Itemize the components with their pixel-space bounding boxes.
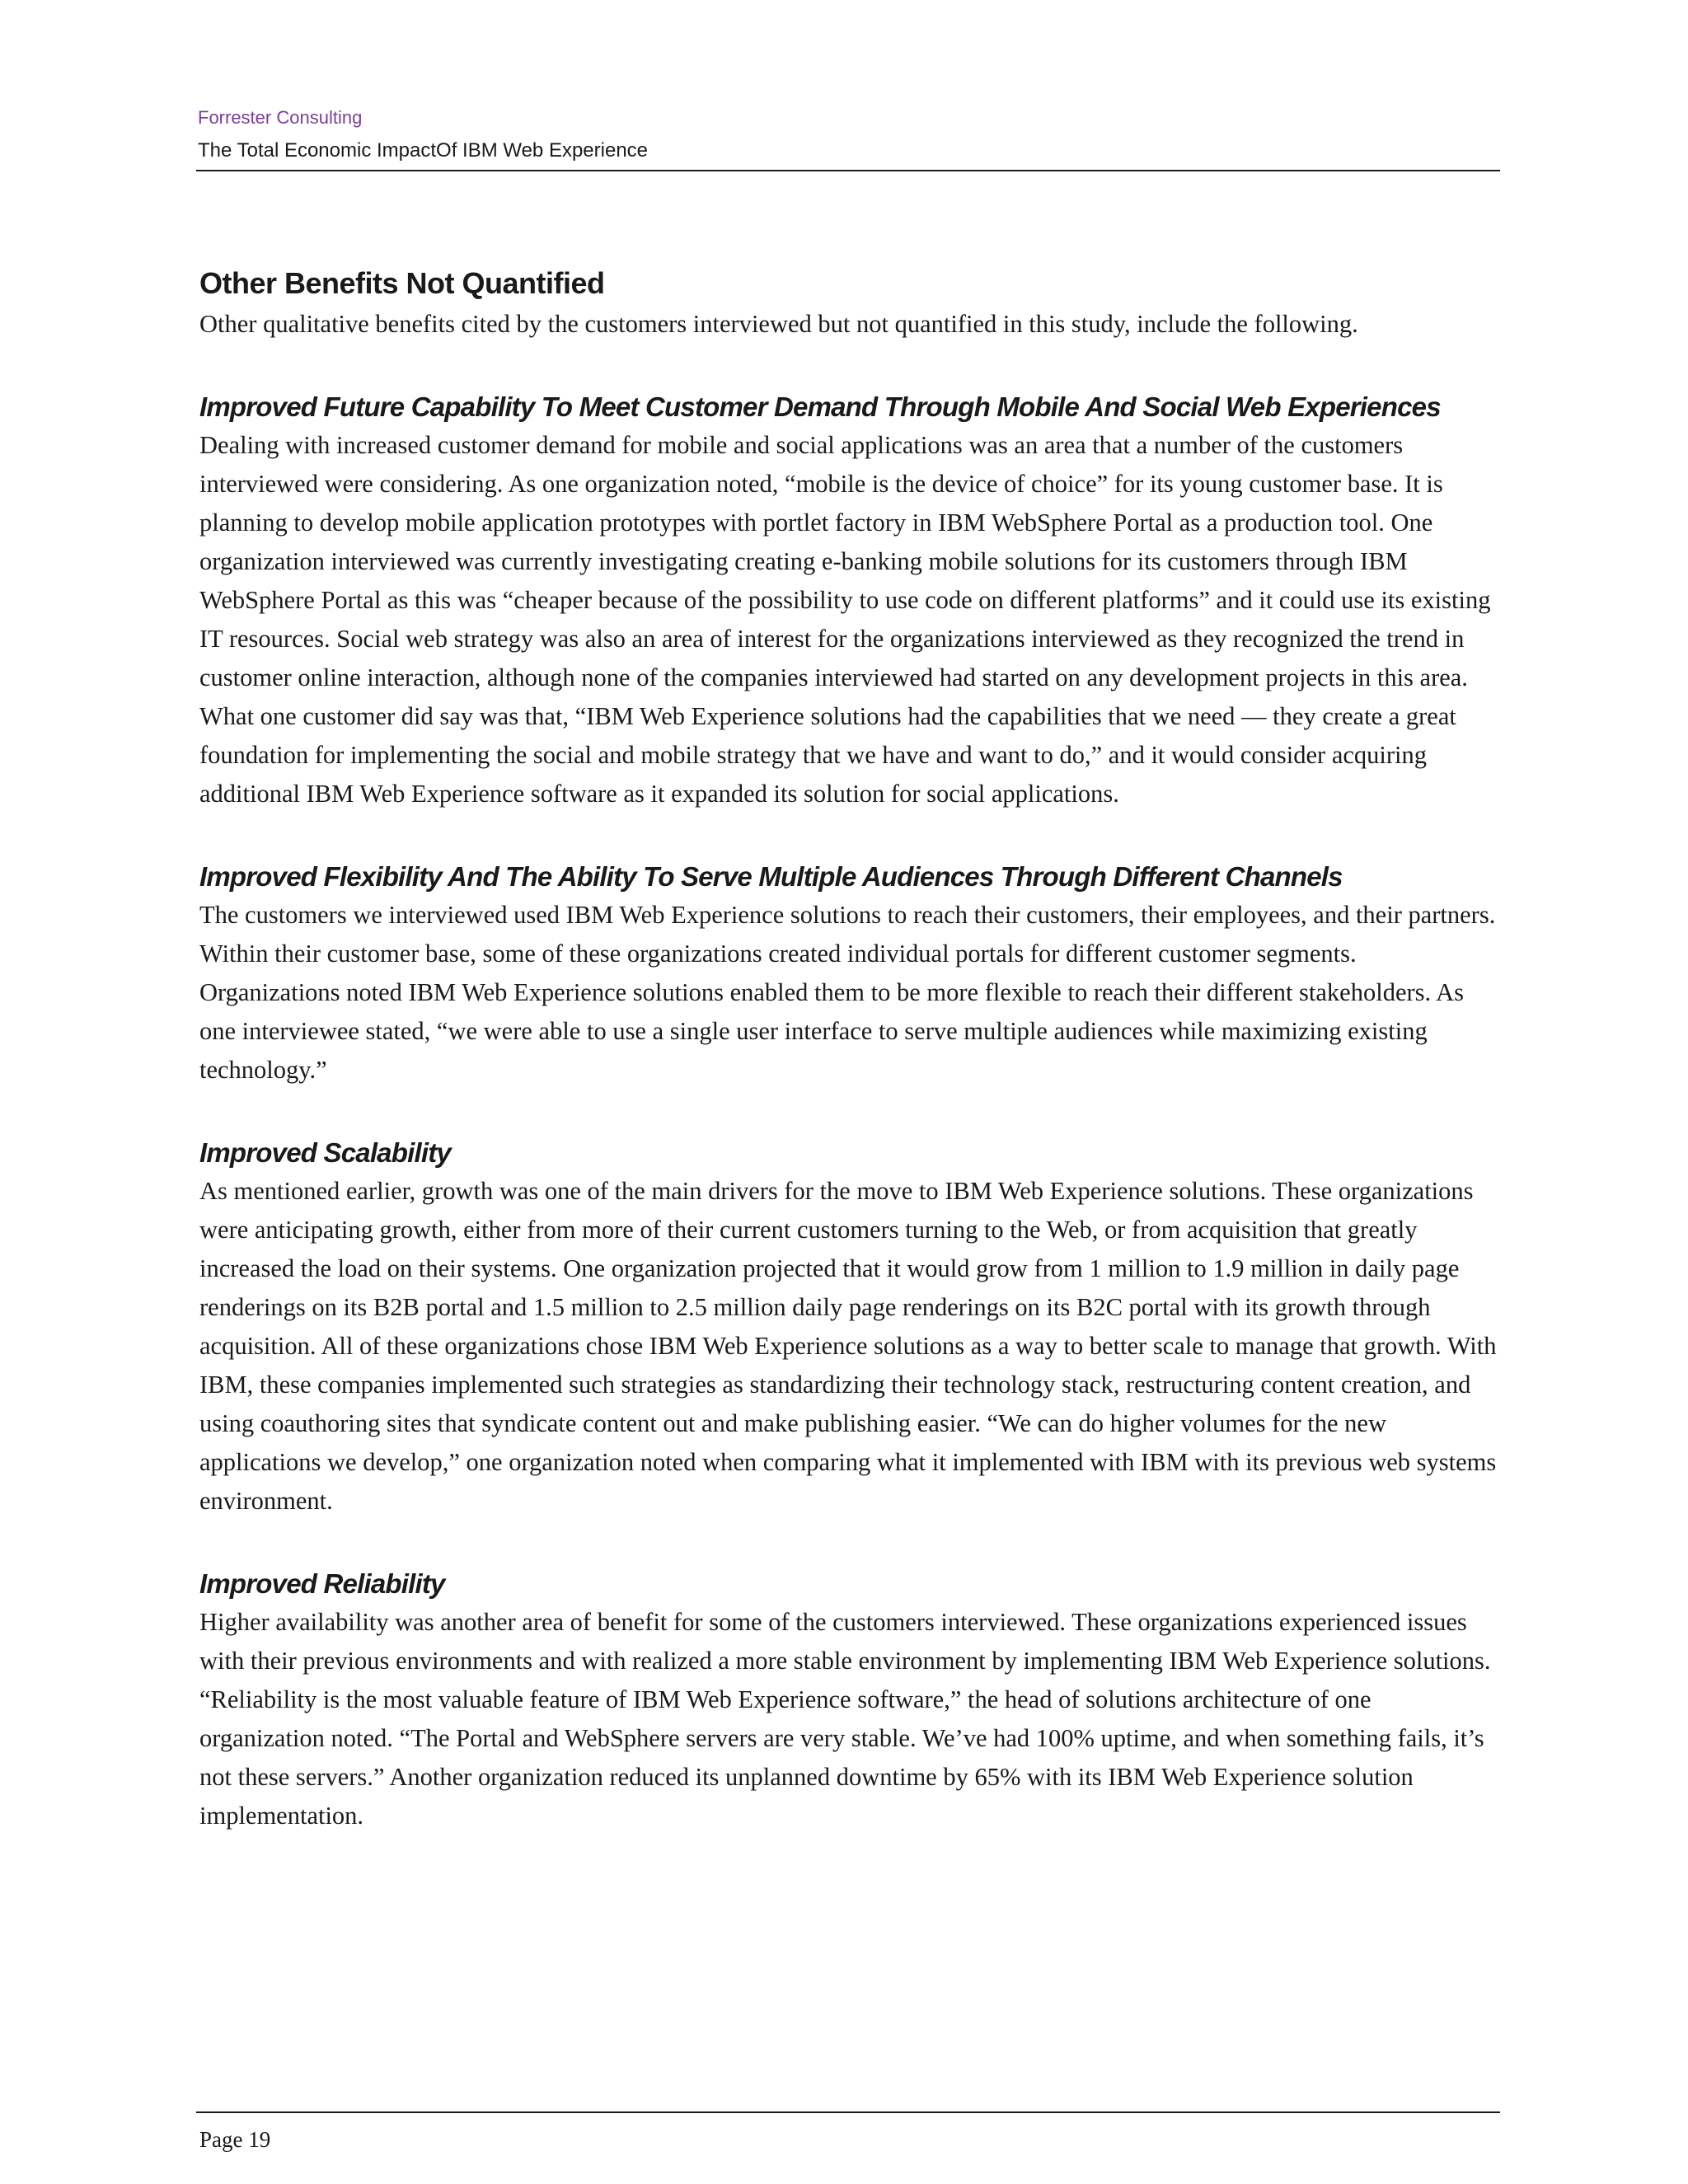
header-organization: Forrester Consulting — [198, 107, 363, 128]
benefit-flexibility — [199, 858, 1502, 1090]
footer-divider — [196, 2111, 1500, 2113]
benefit-text: As mentioned earlier, growth was one of the main drivers for the move to IBM Web Experience solutions. These organizations were anticipating growth, either from more of their current customers turning to the Web, or from acquisition that greatly increased the load on their systems. One organization projected that it would grow from 1 million to 1.9 million in daily page renderings on its B2B portal and 1.5 million to 2.5 million daily page renderings on its B2C portal with its growth through acquisition. All of these organizations chose IBM Web Experience solutions as a way to better scale to manage that growth. With IBM, these companies implemented such strategies as standardizing their technology stack, restructuring content creation, and using coauthoring sites that syndicate content out and make publishing easier. “We can do higher volumes for the new applications we develop,” one organization noted when comparing what it implemented with IBM with its previous web systems environment. — [199, 1177, 1497, 1515]
benefit-heading: Improved Future Capability To Meet Customer Demand Through Mobile And Social Web Experiences — [199, 391, 1441, 422]
header-divider — [196, 170, 1500, 171]
page-header — [198, 105, 1502, 165]
benefit-reliability — [199, 1565, 1502, 1835]
section-intro: Other qualitative benefits cited by the customers interviewed but not quantified in this study, include the following. — [199, 310, 1358, 338]
benefit-text: Higher availability was another area of benefit for some of the customers interviewed. These organizations experienced issues with their previous environments and with realized a more stable environment by implementing IBM Web Experience solutions. “Reliability is the most valuable feature of IBM Web Experience software,” the head of solutions architecture of one organization noted. “The Portal and WebSphere servers are very stable. We’ve had 100% uptime, and when something fails, it’s not these servers.” Another organization reduced its unplanned downtime by 65% with its IBM Web Experience solution implementation. — [199, 1608, 1491, 1830]
benefit-heading: Improved Flexibility And The Ability To Serve Multiple Audiences Through Different Channels — [199, 861, 1343, 892]
benefit-mobile-social — [199, 388, 1502, 813]
benefit-scalability — [199, 1134, 1502, 1521]
benefit-heading: Improved Reliability — [199, 1568, 445, 1599]
main-content — [199, 262, 1502, 1880]
page-number: Page 19 — [199, 2127, 271, 2152]
benefit-text: The customers we interviewed used IBM Web Experience solutions to reach their customers, their employees, and their partners. Within their customer base, some of these organizations created individual portals for different customer segments. Organizations noted IBM Web Experience solutions enabled them to be more flexible to reach their different stakeholders. As one interviewee stated, “we were able to use a single user interface to serve multiple audiences while maximizing existing technology.” — [199, 901, 1496, 1084]
benefit-text: Dealing with increased customer demand for mobile and social applications was an area that a number of the customers interviewed were considering. As one organization noted, “mobile is the device of choice” for its young customer base. It is planning to develop mobile application prototypes with portlet factory in IBM WebSphere Portal as a production tool. One organization interviewed was currently investigating creating e-banking mobile solutions for its customers through IBM WebSphere Portal as this was “cheaper because of the possibility to use code on different platforms” and it could use its existing IT resources. Social web strategy was also an area of interest for the organizations interviewed as they recognized the trend in customer online interaction, although none of the companies interviewed had started on any development projects in this area. What one customer did say was that, “IBM Web Experience solutions had the capabilities that we need — they create a great foundation for implementing the social and mobile strategy that we have and want to do,” and it would consider acquiring additional IBM Web Experience software as it expanded its solution for social applications. — [199, 431, 1491, 808]
header-report-title: The Total Economic ImpactOf IBM Web Experience — [198, 139, 649, 162]
section-title: Other Benefits Not Quantified — [199, 266, 605, 300]
benefit-heading: Improved Scalability — [199, 1137, 451, 1168]
